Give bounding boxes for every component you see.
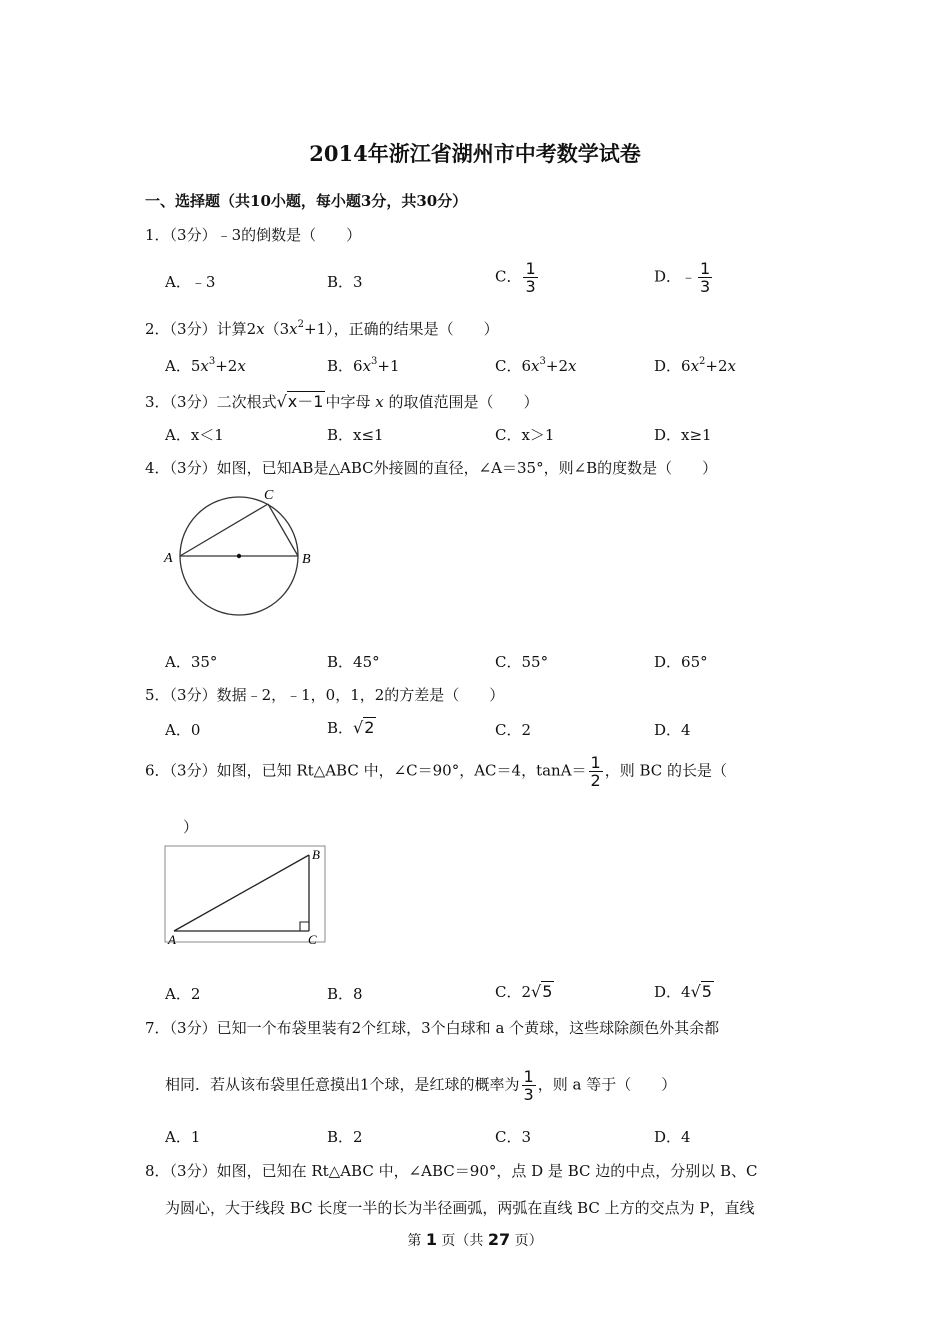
page-title: 2014年浙江省湖州市中考数学试卷 — [309, 141, 641, 166]
label-b: B — [302, 552, 311, 567]
question-text: （3分）﹣3的倒数是（ ） — [169, 226, 362, 244]
question-number: 1． — [145, 226, 170, 244]
q4-option-c: C．55° — [495, 653, 549, 671]
fraction: $\frac{1}{3}$ — [525, 259, 536, 296]
square-root: √x－1 — [276, 392, 324, 411]
q7-option-c: C．3 — [495, 1128, 532, 1146]
q7-option-a: A．1 — [165, 1128, 201, 1146]
q4-option-b: B．45° — [327, 653, 380, 671]
label-b: B — [312, 847, 320, 862]
label-a: A — [164, 551, 173, 566]
section-heading: 一、选择题（共10小题，每小题3分，共30分） — [145, 192, 468, 210]
question-8: 8．（3分）如图，已知在 Rt△ABC 中，∠ABC＝90°，点 D 是 BC 边的中点，分别以 B、C — [145, 1162, 758, 1180]
fraction: $\frac{1}{2}$ — [590, 753, 601, 790]
q7-option-b: B．2 — [327, 1128, 363, 1146]
page-total: 27 — [487, 1230, 511, 1249]
question-1 — [145, 224, 361, 245]
q3-option-c: C．x＞1 — [495, 426, 555, 444]
fraction: $\frac{1}{3}$ — [700, 259, 711, 296]
q2-option-d: D．$6x^2+2x$ — [654, 356, 737, 375]
circle-figure — [160, 486, 320, 621]
question-6: 6．（3分）如图，已知 Rt△ABC 中，∠C＝90°，AC＝4，tanA＝ $\frac{1}{2}$ ，则 BC 的长是（ — [145, 753, 728, 790]
question-5: 5．（3分）数据﹣2，﹣1，0，1，2的方差是（ ） — [145, 686, 505, 704]
label-c: C — [264, 488, 274, 503]
q1-option-a: A．﹣3 — [165, 273, 216, 291]
question-6-continuation: ） — [183, 818, 199, 836]
q6-option-d: D．4√5 — [654, 982, 712, 1001]
page-number: 1 — [425, 1230, 437, 1249]
q1-option-b: B．3 — [327, 273, 363, 291]
q3-option-d: D．x≥1 — [654, 426, 712, 444]
question-4: 4．（3分）如图，已知AB是△ABC外接圆的直径，∠A＝35°，则∠B的度数是（ ） — [145, 459, 718, 477]
q2-option-b: B．$6x^3+1$ — [327, 356, 400, 375]
q5-option-a: A．0 — [165, 721, 201, 739]
q5-option-d: D．4 — [654, 721, 691, 739]
label-c: C — [308, 932, 317, 947]
q2-option-c: C．$6x^3+2x$ — [495, 356, 577, 375]
q1-option-d: D．﹣ $\frac{1}{3}$ — [654, 259, 711, 296]
q1-option-c: C． $\frac{1}{3}$ — [495, 259, 536, 296]
q6-option-b: B．8 — [327, 985, 363, 1003]
q4-option-a: A．35° — [165, 653, 218, 671]
q3-option-b: B．x≤1 — [327, 426, 384, 444]
question-7: 7．（3分）已知一个布袋里装有2个红球，3个白球和 a 个黄球，这些球除颜色外其余都 — [145, 1019, 720, 1037]
q6-option-c: C．2√5 — [495, 982, 553, 1001]
triangle-figure — [164, 845, 329, 950]
label-a: A — [168, 932, 176, 947]
q4-option-d: D．65° — [654, 653, 708, 671]
q7-option-d: D．4 — [654, 1128, 691, 1146]
q3-option-a: A．x＜1 — [165, 426, 224, 444]
q5-option-c: C．2 — [495, 721, 532, 739]
question-7-line2: 相同．若从该布袋里任意摸出1个球，是红球的概率为 $\frac{1}{3}$ ，则 a 等于（ ） — [165, 1067, 677, 1104]
page-footer: 第 1 页（共 27 页） — [407, 1230, 543, 1249]
question-3: 3．（3分）二次根式√x－1 中字母 x 的取值范围是（ ） — [145, 389, 539, 412]
q6-option-a: A．2 — [165, 985, 201, 1003]
fraction: $\frac{1}{3}$ — [523, 1067, 534, 1104]
question-2: 2．（3分）计算$2x(3x^2+1)$，正确的结果是（ ） — [145, 319, 499, 338]
q2-option-a: A．$5x^3+2x$ — [165, 356, 246, 375]
q5-option-b: B．√2 — [327, 718, 375, 737]
question-8-line2: 为圆心，大于线段 BC 长度一半的长为半径画弧，两弧在直线 BC 上方的交点为 P，直线 — [165, 1199, 755, 1217]
